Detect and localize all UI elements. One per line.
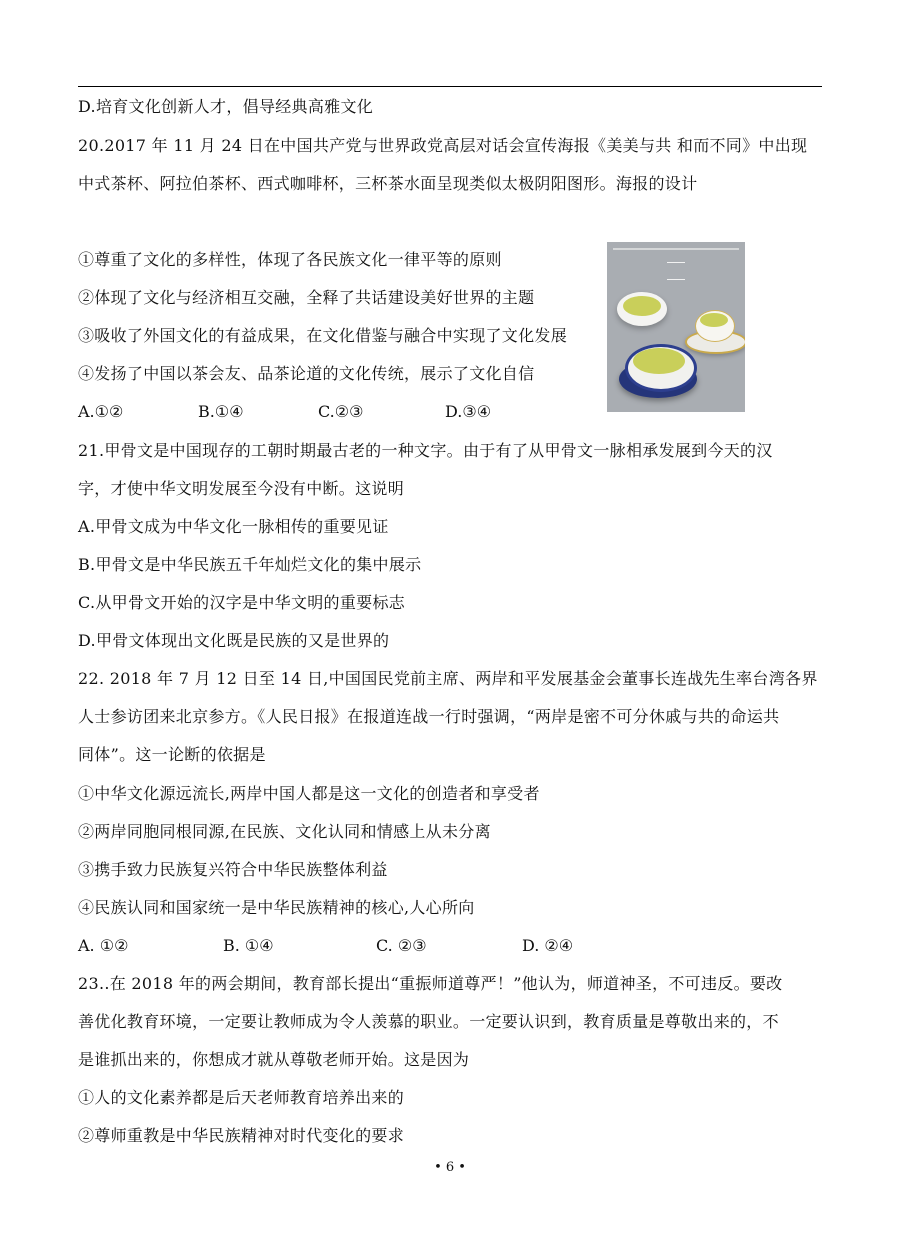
- header-rule: [78, 86, 822, 87]
- q20-option-a: A.①②: [78, 402, 124, 421]
- tea-cups-poster-image: [607, 242, 745, 412]
- q21-option-d: D.甲骨文体现出文化既是民族的又是世界的: [78, 631, 390, 650]
- q21-stem-line2: 字，才使中华文明发展至今没有中断。这说明: [78, 479, 405, 498]
- q20-option-b: B.①④: [198, 402, 244, 421]
- q23-stem-line1: 23..在 2018 年的两会期间，教育部长提出“重振师道尊严！”他认为，师道神圣，不可违反。要改: [78, 974, 783, 993]
- blue-teacup-tea: [633, 348, 685, 374]
- q22-stem-line1: 22. 2018 年 7 月 12 日至 14 日,中国国民党前主席、两岸和平发展基金会董事长连战先生率台湾各界: [78, 669, 818, 688]
- q20-option-c: C.②③: [318, 402, 364, 421]
- q22-statement-2: ②两岸同胞同根同源,在民族、文化认同和情感上从未分离: [78, 822, 491, 841]
- q20-options: [78, 402, 558, 422]
- q21-stem-line1: 21.甲骨文是中国现存的工朝时期最古老的一种文字。由于有了从甲骨文一脉相承发展到今天的汉: [78, 441, 773, 460]
- q22-options: [78, 936, 598, 956]
- q23-statement-2: ②尊师重教是中华民族精神对时代变化的要求: [78, 1126, 405, 1145]
- q22-stem-line3: 同体”。这一论断的依据是: [78, 745, 266, 764]
- q22-statement-1: ①中华文化源远流长,两岸中国人都是这一文化的创造者和享受者: [78, 784, 540, 803]
- q21-option-b: B.甲骨文是中华民族五千年灿烂文化的集中展示: [78, 555, 422, 574]
- q20-statement-2: ②体现了文化与经济相互交融，全释了共话建设美好世界的主题: [78, 288, 535, 307]
- poster-seal: [667, 262, 685, 280]
- q22-statement-3: ③携手致力民族复兴符合中华民族整体利益: [78, 860, 388, 879]
- q20-stem-line1: 20.2017 年 11 月 24 日在中国共产党与世界政党高层对话会宣传海报《美美与共 和而不同》中出现: [78, 136, 808, 155]
- q19-option-d: D.培育文化创新人才，倡导经典高雅文化: [78, 97, 374, 116]
- q20-option-d: D.③④: [445, 402, 492, 421]
- q20-stem-line2: 中式茶杯、阿拉伯茶杯、西式咖啡杯，三杯茶水面呈现类似太极阴阳图形。海报的设计: [78, 174, 698, 193]
- q23-stem-line3: 是谁抓出来的，你想成才就从尊敬老师开始。这是因为: [78, 1050, 470, 1069]
- q20-statement-3: ③吸收了外国文化的有益成果，在文化借鉴与融合中实现了文化发展: [78, 326, 568, 345]
- q23-stem-line2: 善优化教育环境，一定要让教师成为令人羡慕的职业。一定要认识到，教育质量是尊敬出来的，不: [78, 1012, 779, 1031]
- q22-option-d: D. ②④: [522, 936, 574, 955]
- poster-title-strip: [613, 248, 739, 250]
- q22-option-c: C. ②③: [376, 936, 427, 955]
- q22-stem-line2: 人士参访团来北京参方。《人民日报》在报道连战一行时强调，“两岸是密不可分休戚与共的命运共: [78, 707, 780, 726]
- q22-option-a: A. ①②: [78, 936, 129, 955]
- q21-option-a: A.甲骨文成为中华文化一脉相传的重要见证: [78, 517, 389, 536]
- q20-statement-1: ①尊重了文化的多样性，体现了各民族文化一律平等的原则: [78, 250, 502, 269]
- q23-statement-1: ①人的文化素养都是后天老师教育培养出来的: [78, 1088, 405, 1107]
- q22-option-b: B. ①④: [223, 936, 274, 955]
- chinese-teacup-tea: [623, 296, 661, 316]
- q22-statement-4: ④民族认同和国家统一是中华民族精神的核心,人心所向: [78, 898, 475, 917]
- q20-statement-4: ④发扬了中国以茶会友、品茶论道的文化传统，展示了文化自信: [78, 364, 535, 383]
- page-number: • 6 •: [434, 1160, 466, 1175]
- q21-option-c: C.从甲骨文开始的汉字是中华文明的重要标志: [78, 593, 406, 612]
- western-cup-tea: [700, 313, 728, 327]
